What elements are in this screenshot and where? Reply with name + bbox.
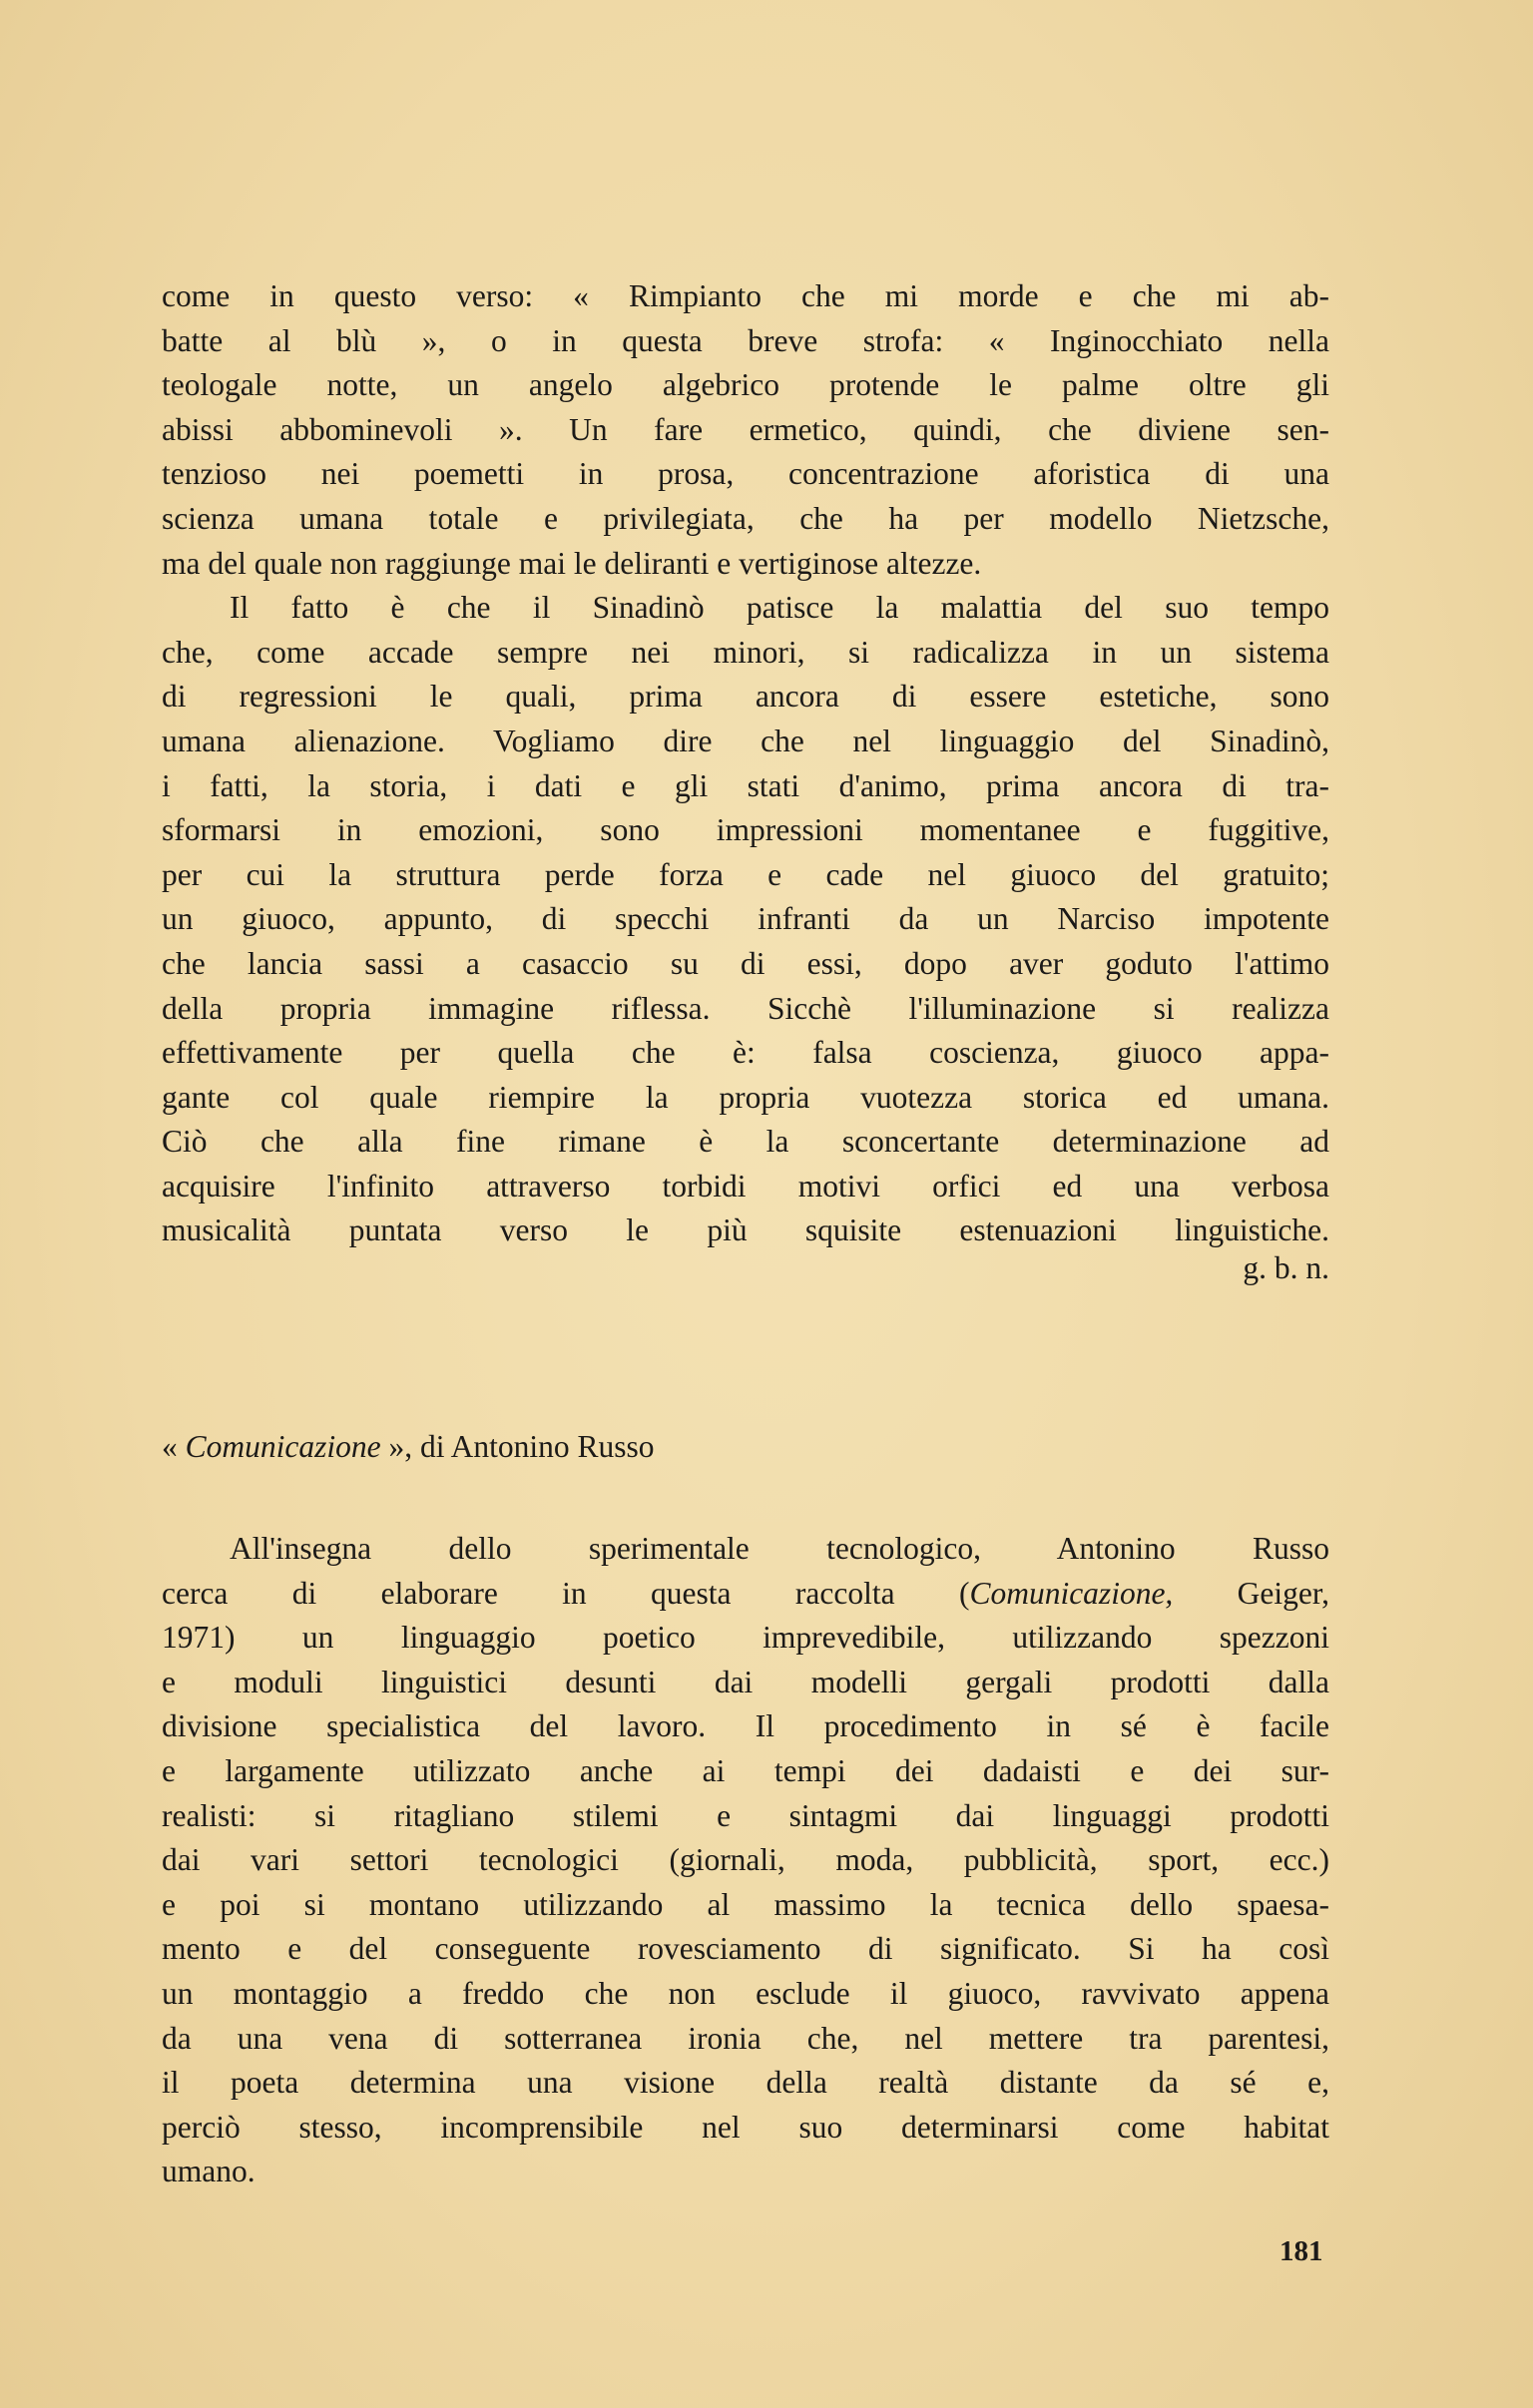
text-line: realisti: si ritagliano stilemi e sintagmi dai linguaggi prodotti — [162, 1797, 1329, 1833]
text-line: acquisire l'infinito attraverso torbidi motivi orfici ed una verbosa — [162, 1168, 1329, 1204]
text-line: da una vena di sotterranea ironia che, nel mettere tra parentesi, — [162, 2020, 1329, 2056]
text-line: 1971) un linguaggio poetico imprevedibile, utilizzando spezzoni — [162, 1620, 1329, 1656]
author-initials: g. b. n. — [1243, 1250, 1329, 1285]
text-line: come in questo verso: « Rimpianto che mi morde e che mi ab- — [162, 278, 1329, 313]
text-line: il poeta determina una visione della realtà distante da sé e, — [162, 2065, 1329, 2101]
review-text-russo — [162, 1527, 1329, 2194]
text-fragment: cerca di elaborare in questa raccolta ( — [162, 1575, 970, 1611]
text-line: che lancia sassi a casaccio su di essi, dopo aver goduto l'attimo — [162, 945, 1329, 981]
heading-author: », di Antonino Russo — [380, 1429, 655, 1464]
text-line: abissi abbominevoli ». Un fare ermetico, quindi, che diviene sen- — [162, 411, 1329, 447]
text-line: scienza umana totale e privilegiata, che ha per modello Nietzsche, — [162, 500, 1329, 536]
review-heading — [162, 1429, 655, 1465]
text-line: teologale notte, un angelo algebrico protende le palme oltre gli — [162, 367, 1329, 403]
text-line: umano. — [162, 2154, 256, 2189]
text-line: sformarsi in emozioni, sono impressioni momentanee e fuggitive, — [162, 812, 1329, 848]
text-line: Il fatto è che il Sinadinò patisce la malattia del suo tempo — [230, 590, 1329, 626]
text-line: batte al blù », o in questa breve strofa: « Inginocchiato nella — [162, 322, 1329, 358]
review-text-sinadino — [162, 274, 1329, 1253]
text-line — [162, 1572, 1329, 1617]
text-line: Ciò che alla fine rimane è la sconcertante determinazione ad — [162, 1124, 1329, 1160]
text-line: mento e del conseguente rovesciamento di significato. Si ha così — [162, 1931, 1329, 1967]
text-line: perciò stesso, incomprensibile nel suo determinarsi come habitat — [162, 2109, 1329, 2145]
text-line: umana alienazione. Vogliamo dire che nel linguaggio del Sinadinò, — [162, 722, 1329, 758]
text-line: e moduli linguistici desunti dai modelli gergali prodotti dalla — [162, 1664, 1329, 1699]
text-line: della propria immagine riflessa. Sicchè l'illuminazione si realizza — [162, 990, 1329, 1026]
text-line: di regressioni le quali, prima ancora di essere estetiche, sono — [162, 679, 1329, 715]
text-line: e largamente utilizzato anche ai tempi dei dadaisti e dei sur- — [162, 1752, 1329, 1788]
text-line: effettivamente per quella che è: falsa coscienza, giuoco appa- — [162, 1035, 1329, 1071]
text-fragment: Geiger, — [1173, 1575, 1329, 1611]
text-line: dai vari settori tecnologici (giornali, moda, pubblicità, sport, ecc.) — [162, 1842, 1329, 1878]
book-title: Comunicazione — [185, 1429, 381, 1464]
text-line: che, come accade sempre nei minori, si radicalizza in un sistema — [162, 634, 1329, 670]
text-line: un montaggio a freddo che non esclude il giuoco, ravvivato appena — [162, 1975, 1329, 2011]
text-line: i fatti, la storia, i dati e gli stati d'animo, prima ancora di tra- — [162, 767, 1329, 803]
page-number: 181 — [1279, 2235, 1323, 2267]
text-line: un giuoco, appunto, di specchi infranti da un Narciso impotente — [162, 901, 1329, 937]
text-line: gante col quale riempire la propria vuotezza storica ed umana. — [162, 1079, 1329, 1115]
text-line: per cui la struttura perde forza e cade nel giuoco del gratuito; — [162, 856, 1329, 892]
text-line: All'insegna dello sperimentale tecnologico, Antonino Russo — [230, 1531, 1329, 1566]
text-line: tenzioso nei poemetti in prosa, concentrazione aforistica di una — [162, 456, 1329, 492]
text-line: divisione specialistica del lavoro. Il procedimento in sé è facile — [162, 1708, 1329, 1744]
heading-quote-open: « — [162, 1429, 186, 1464]
text-line: e poi si montano utilizzando al massimo la tecnica dello spaesa- — [162, 1886, 1329, 1922]
text-line: ma del quale non raggiunge mai le deliranti e vertiginose altezze. — [162, 545, 982, 581]
book-title-inline: Comunicazione, — [969, 1575, 1174, 1611]
text-line: musicalità puntata verso le più squisite estenuazioni linguistiche. — [162, 1212, 1329, 1248]
